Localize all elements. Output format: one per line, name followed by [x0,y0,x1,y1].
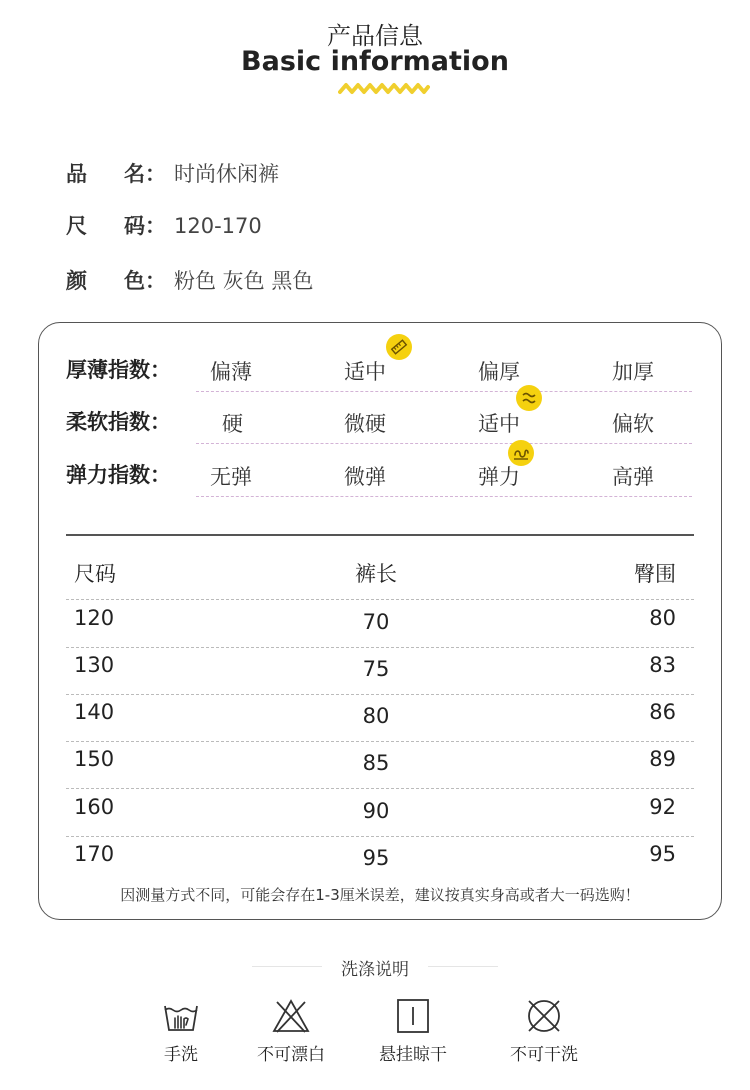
info-row-size [66,210,262,240]
index-option-selected: 适中 [478,412,520,436]
wash-label: 不可漂白 [257,1045,325,1065]
index-option: 微弹 [344,465,386,489]
thickness-index-row [66,352,692,388]
info-row-color [66,265,313,295]
dashed-divider [196,496,692,497]
cell-length: 90 [362,799,390,823]
zigzag-decoration [338,82,430,96]
index-option: 加厚 [612,360,654,384]
header-length: 裤长 [355,562,397,586]
info-row-name [66,158,279,188]
cell-length: 80 [362,704,390,728]
cell-length: 75 [362,657,390,681]
cell-size: 140 [74,700,115,724]
header-size: 尺码 [74,562,116,586]
wash-label: 手洗 [164,1045,198,1065]
cell-size: 160 [74,795,115,819]
wash-item-hand-wash [131,998,231,1065]
table-row [66,647,694,695]
spring-icon [508,440,534,466]
wash-label: 不可干洗 [510,1045,578,1065]
info-label-a: 尺 [66,214,87,238]
dashed-divider [196,443,692,444]
table-row [66,600,694,648]
info-value: 时尚休闲裤 [174,162,279,186]
index-option: 偏薄 [210,360,252,384]
section-title-cn: 产品信息 [327,22,423,50]
measurement-note: 因测量方式不同，可能会存在1-3厘米误差，建议按真实身高或者大一码选购！ [120,886,640,904]
cell-hip: 80 [649,606,676,630]
table-row [66,694,694,742]
cell-length: 85 [362,751,390,775]
info-label-b: 码： [124,214,166,238]
index-option: 偏软 [612,412,654,436]
cell-length: 70 [362,610,390,634]
cell-hip: 83 [649,653,676,677]
cell-hip: 86 [649,700,676,724]
table-row [66,741,694,789]
index-label: 弹力指数： [66,463,171,487]
index-option: 偏厚 [478,360,520,384]
no-dry-clean-icon [524,998,564,1034]
cell-size: 120 [74,606,115,630]
wash-item-hang-dry [363,998,463,1065]
index-option: 硬 [222,412,243,436]
table-row [66,836,694,884]
info-value: 粉色 灰色 黑色 [174,269,314,293]
wash-title: 洗涤说明 [341,960,409,980]
cell-hip: 92 [649,795,676,819]
wave-icon [516,385,542,411]
table-header-row [66,552,694,600]
index-option: 高弹 [612,465,654,489]
cell-size: 130 [74,653,115,677]
softness-index-row [66,404,692,440]
index-label: 厚薄指数： [66,358,171,382]
no-bleach-icon [271,998,311,1034]
ruler-icon [386,334,412,360]
cell-length: 95 [362,846,390,870]
dashed-divider [196,391,692,392]
elasticity-index-row [66,457,692,493]
info-label-a: 颜 [66,269,87,293]
index-option: 微硬 [344,412,386,436]
section-title-en: Basic information [241,46,509,77]
cell-size: 170 [74,842,115,866]
cell-hip: 89 [649,747,676,771]
index-option: 无弹 [210,465,252,489]
info-label-b: 色： [124,269,166,293]
hang-dry-icon [393,998,433,1034]
info-value: 120-170 [174,214,262,238]
table-top-rule [66,534,694,536]
header-hip: 臀围 [634,562,676,586]
index-option-selected: 弹力 [478,465,520,489]
wash-label: 悬挂晾干 [379,1045,447,1065]
info-label-b: 名： [124,162,166,186]
cell-hip: 95 [649,842,676,866]
index-option-selected: 适中 [344,360,386,384]
cell-size: 150 [74,747,115,771]
wash-item-no-dry-clean [494,998,594,1065]
index-label: 柔软指数： [66,410,171,434]
info-label-a: 品 [66,162,87,186]
table-row [66,789,694,837]
wash-item-no-bleach [241,998,341,1065]
hand-wash-icon [161,998,201,1034]
